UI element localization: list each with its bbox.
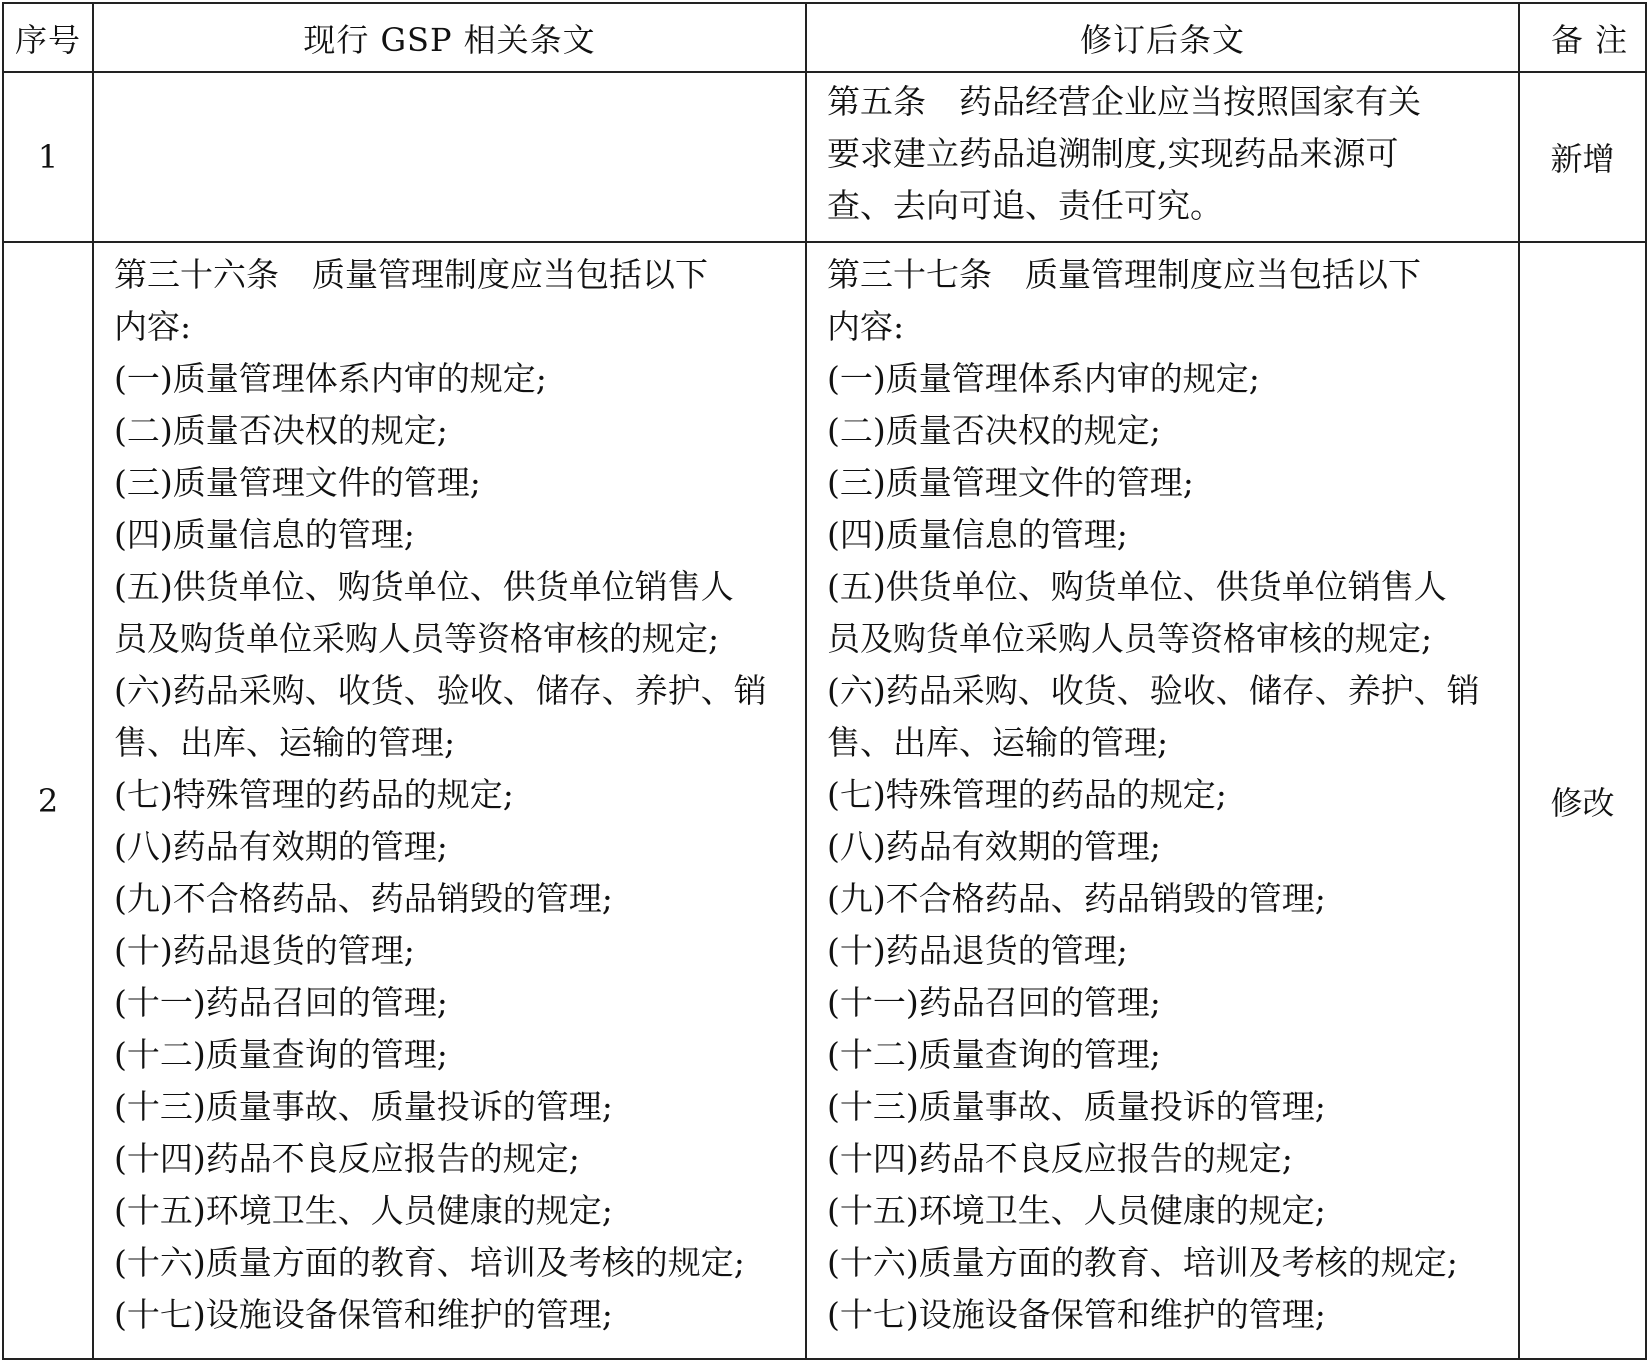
text-line: (十二)质量查询的管理; [827,1035,1161,1074]
text-line: 内容: [114,307,192,346]
text-line: (十)药品退货的管理; [827,931,1128,970]
header-index: 序号 [3,3,93,72]
text-line: (十四)药品不良反应报告的规定; [114,1139,580,1178]
text-line: (一)质量管理体系内审的规定; [827,359,1260,398]
gsp-comparison-table [2,2,1647,1360]
text-line: (十四)药品不良反应报告的规定; [827,1139,1293,1178]
text-line: (十七)设施设备保管和维护的管理; [114,1295,613,1334]
text-line: (七)特殊管理的药品的规定; [827,775,1227,814]
row-index: 1 [3,72,93,242]
text-line: (七)特殊管理的药品的规定; [114,775,514,814]
header-revised-text: 修订后条文 [806,3,1519,72]
text-line: (十一)药品召回的管理; [827,983,1161,1022]
current-text-cell [93,72,806,242]
text-line: 内容: [827,307,905,346]
text-line: (一)质量管理体系内审的规定; [114,359,547,398]
row-note: 新增 [1519,72,1646,242]
text-line: (五)供货单位、购货单位、供货单位销售人 [114,567,734,606]
revised-text-cell [806,242,1519,1359]
text-line: (二)质量否决权的规定; [114,411,448,450]
revised-text-cell [806,72,1519,242]
text-line: 第三十六条 质量管理制度应当包括以下 [114,255,708,294]
text-line: 售、出库、运输的管理; [114,723,456,762]
text-line: (六)药品采购、收货、验收、储存、养护、销 [827,671,1480,710]
text-line: (十三)质量事故、质量投诉的管理; [827,1087,1326,1126]
text-line: (十五)环境卫生、人员健康的规定; [114,1191,613,1230]
text-line: (十二)质量查询的管理; [114,1035,448,1074]
text-line: (四)质量信息的管理; [114,515,415,554]
table-row [3,72,1646,242]
text-line: (三)质量管理文件的管理; [827,463,1194,502]
text-line: (八)药品有效期的管理; [114,827,448,866]
text-line: (六)药品采购、收货、验收、储存、养护、销 [114,671,767,710]
table-header-row [3,3,1646,72]
text-line: (五)供货单位、购货单位、供货单位销售人 [827,567,1447,606]
text-line: 第三十七条 质量管理制度应当包括以下 [827,255,1421,294]
text-line: (十一)药品召回的管理; [114,983,448,1022]
header-note: 备 注 [1519,3,1646,72]
text-line: (十七)设施设备保管和维护的管理; [827,1295,1326,1334]
text-line: (十六)质量方面的教育、培训及考核的规定; [114,1243,745,1282]
text-line: 售、出库、运输的管理; [827,723,1169,762]
header-current-text: 现行 GSP 相关条文 [93,3,806,72]
table-row [3,242,1646,1359]
text-line: (十)药品退货的管理; [114,931,415,970]
text-line: 查、去向可追、责任可究。 [827,186,1223,225]
text-line: (十三)质量事故、质量投诉的管理; [114,1087,613,1126]
text-line: (九)不合格药品、药品销毁的管理; [827,879,1326,918]
text-line: (四)质量信息的管理; [827,515,1128,554]
text-line: (十五)环境卫生、人员健康的规定; [827,1191,1326,1230]
text-line: (八)药品有效期的管理; [827,827,1161,866]
text-line: 第五条 药品经营企业应当按照国家有关 [827,82,1421,121]
text-line: 员及购货单位采购人员等资格审核的规定; [114,619,720,658]
row-index: 2 [3,242,93,1359]
text-line: (二)质量否决权的规定; [827,411,1161,450]
text-line: (三)质量管理文件的管理; [114,463,481,502]
text-line: 员及购货单位采购人员等资格审核的规定; [827,619,1433,658]
text-line: (十六)质量方面的教育、培训及考核的规定; [827,1243,1458,1282]
text-line: (九)不合格药品、药品销毁的管理; [114,879,613,918]
current-text-cell [93,242,806,1359]
text-line: 要求建立药品追溯制度,实现药品来源可 [827,134,1399,173]
row-note: 修改 [1519,242,1646,1359]
